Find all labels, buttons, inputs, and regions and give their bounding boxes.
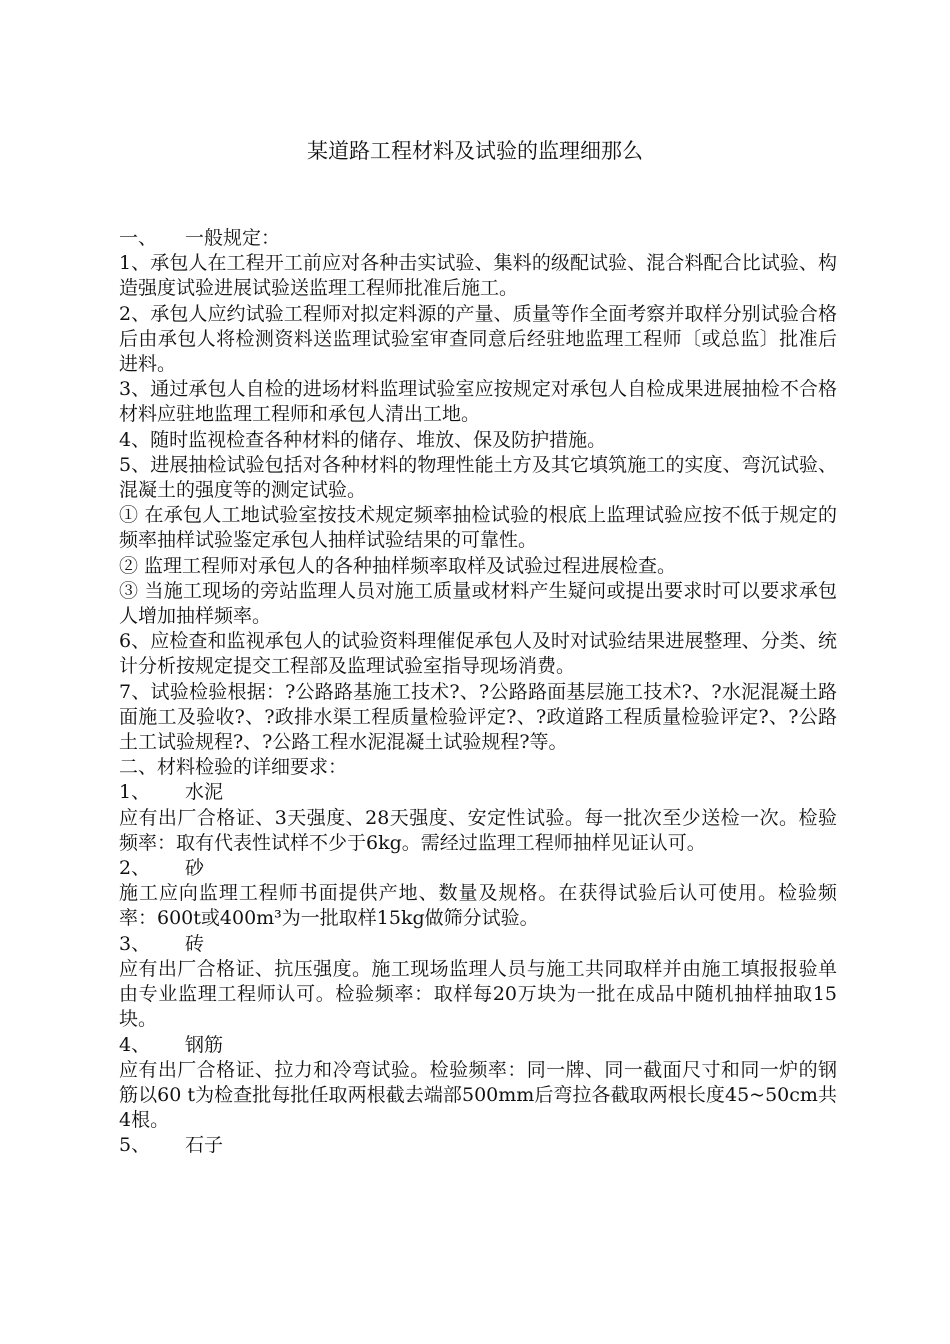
paragraph-item-4: 4、随时监视检查各种材料的储存、堆放、保及防护措施。 xyxy=(119,428,607,451)
material-text-cement: 应有出厂合格证、3天强度、28天强度、安定性试验。每一批次至少送检一次。检验频率：取有代表性试样不少于6kg。需经过监理工程师抽样见证认可。 xyxy=(119,806,837,854)
material-heading-gravel xyxy=(119,1133,837,1158)
document-body xyxy=(119,226,837,1159)
paragraph-item-7: 7、试验检验根据：?公路路基施工技术?、?公路路面基层施工技术?、?水泥混凝土路面施工及验收?、?政排水渠工程质量检验评定?、?政道路工程质量检验评定?、?公路土工试验规程?、?公路工程水泥混凝土试验规程?等。 xyxy=(119,680,837,754)
material-heading-brick xyxy=(119,932,837,957)
material-text-sand: 施工应向监理工程师书面提供产地、数量及规格。在获得试验后认可使用。检验频率：600t或400m³为一批取样15kg做筛分试验。 xyxy=(119,882,837,930)
material-name: 石子 xyxy=(185,1134,224,1157)
material-heading-sand xyxy=(119,856,837,881)
paragraph-subitem-3: ③ 当施工现场的旁站监理人员对施工质量或材料产生疑问或提出要求时可以要求承包人增加抽样频率。 xyxy=(119,579,837,628)
material-number: 3、 xyxy=(119,932,151,955)
section1-title: 一般规定： xyxy=(185,227,281,249)
material-number: 5、 xyxy=(119,1134,151,1157)
paragraph-item-2: 2、承包人应约试验工程师对拟定料源的产量、质量等作全面考察并取样分别试验合格后由承包人将检测资料送监理试验室审查同意后经驻地监理工程师〔或总监〕批准后进料。 xyxy=(119,302,837,376)
paragraph-item-1: 1、承包人在工程开工前应对各种击实试验、集料的级配试验、混合料配合比试验、构造强度试验进展试验送监理工程师批准后施工。 xyxy=(119,252,837,300)
paragraph-subitem-2: ② 监理工程师对承包人的各种抽样频率取样及试验过程进展检查。 xyxy=(119,554,677,577)
material-number: 1、 xyxy=(119,781,151,804)
material-heading-rebar xyxy=(119,1033,837,1058)
material-name: 水泥 xyxy=(185,781,224,804)
paragraph-item-3: 3、通过承包人自检的进场材料监理试验室应按规定对承包人自检成果进展抽检不合格材料应驻地监理工程师和承包人清出工地。 xyxy=(119,378,837,426)
section2-heading: 二、材料检验的详细要求： xyxy=(119,756,348,779)
paragraph-item-6: 6、应检查和监视承包人的试验资料理催促承包人及时对试验结果进展整理、分类、统计分析按规定提交工程部及监理试验室指导现场消费。 xyxy=(119,630,837,678)
section1-heading xyxy=(119,226,837,251)
material-name: 砖 xyxy=(185,932,205,955)
section1-number: 一、 xyxy=(119,227,158,249)
material-text-rebar: 应有出厂合格证、拉力和冷弯试验。检验频率：同一牌、同一截面尺寸和同一炉的钢筋以60 t为检查批每批任取两根截去端部500mm后弯拉各截取两根长度45~50cm共4根。 xyxy=(119,1058,837,1132)
material-name: 砂 xyxy=(185,857,205,880)
paragraph-item-5: 5、进展抽检试验包括对各种材料的物理性能土方及其它填筑施工的实度、弯沉试验、混凝土的强度等的测定试验。 xyxy=(119,453,837,502)
material-heading-cement xyxy=(119,780,837,805)
material-name: 钢筋 xyxy=(185,1033,224,1056)
material-text-brick: 应有出厂合格证、抗压强度。施工现场监理人员与施工共同取样并由施工填报报验单由专业监理工程师认可。检验频率：取样每20万块为一批在成品中随机抽样抽取15块。 xyxy=(119,957,837,1031)
paragraph-subitem-1: ① 在承包人工地试验室按技术规定频率抽检试验的根底上监理试验应按不低于规定的频率抽样试验鉴定承包人抽样试验结果的可靠性。 xyxy=(119,504,837,552)
material-number: 4、 xyxy=(119,1033,151,1056)
document-title: 某道路工程材料及试验的监理细那么 xyxy=(307,139,643,163)
material-number: 2、 xyxy=(119,857,151,880)
